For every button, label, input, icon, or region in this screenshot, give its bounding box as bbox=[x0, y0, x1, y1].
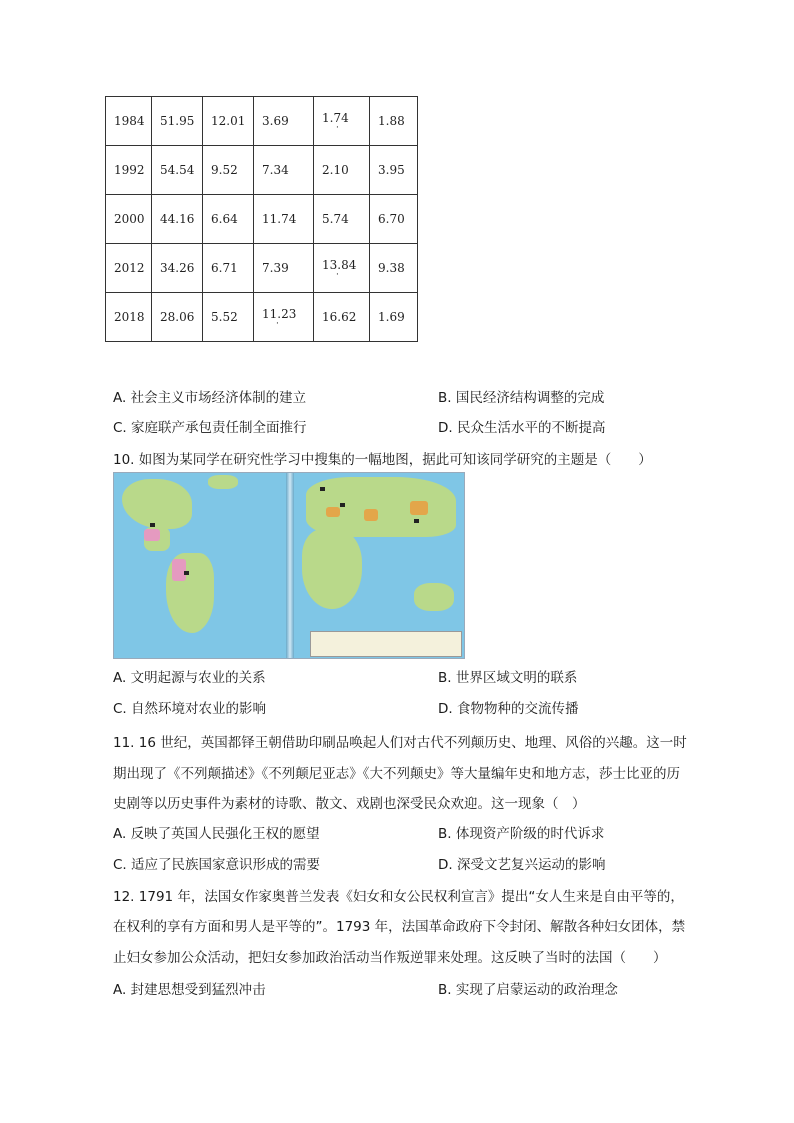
map-animal-icon bbox=[320, 487, 325, 491]
cell-text: 1.74 bbox=[322, 111, 349, 125]
map-africa bbox=[302, 529, 362, 609]
table-cell: 1984 bbox=[106, 97, 152, 146]
table-cell: 12.01 bbox=[203, 97, 254, 146]
table-cell: 7.34 bbox=[254, 146, 314, 195]
cell-dot: · bbox=[276, 319, 279, 329]
table-cell: 6.70 bbox=[370, 195, 418, 244]
q12-stem-line-2: 在权利的享有方面和男人是平等的”。1793 年，法国革命政府下令封闭、解散各种妇女团体，禁 bbox=[113, 919, 686, 935]
q10-option-d: D. 食物物种的交流传播 bbox=[438, 701, 579, 717]
q11-stem-line-1: 11. 16 世纪，英国都铎王朝借助印刷品唤起人们对古代不列颠历史、地理、风俗的兴趣。这一时 bbox=[113, 735, 687, 751]
q10-option-a: A. 文明起源与农业的关系 bbox=[113, 670, 266, 686]
cell-dot: · bbox=[336, 123, 339, 133]
map-animal-icon bbox=[414, 519, 419, 523]
q10-option-c: C. 自然环境对农业的影响 bbox=[113, 701, 267, 717]
table-cell: 9.38 bbox=[370, 244, 418, 293]
q9-option-a: A. 社会主义市场经济体制的建立 bbox=[113, 390, 307, 406]
table-row bbox=[106, 293, 418, 342]
table-cell: 1992 bbox=[106, 146, 152, 195]
q9-option-d: D. 民众生活水平的不断提高 bbox=[438, 420, 606, 436]
q11-option-b: B. 体现资产阶级的时代诉求 bbox=[438, 826, 605, 842]
map-origin-andes bbox=[172, 559, 186, 581]
table-row bbox=[106, 244, 418, 293]
table-cell: 5.74 bbox=[314, 195, 370, 244]
map-legend bbox=[310, 631, 462, 657]
table-cell: 2000 bbox=[106, 195, 152, 244]
q11-stem-line-3: 史剧等以历史事件为素材的诗歌、散文、戏剧也深受民众欢迎。这一现象（ ） bbox=[113, 796, 586, 812]
table-cell: 9.52 bbox=[203, 146, 254, 195]
table-cell: 2012 bbox=[106, 244, 152, 293]
table-cell: 28.06 bbox=[152, 293, 203, 342]
cell-dot: · bbox=[336, 270, 339, 280]
map-australia bbox=[414, 583, 454, 611]
table-row bbox=[106, 195, 418, 244]
q11-stem-line-2: 期出现了《不列颠描述》《不列颠尼亚志》《大不列颠史》等大量编年史和地方志，莎士比亚的历 bbox=[113, 766, 680, 782]
map-animal-icon bbox=[150, 523, 155, 527]
table-cell: 6.71 bbox=[203, 244, 254, 293]
data-table bbox=[105, 96, 418, 342]
table-cell: 1.88 bbox=[370, 97, 418, 146]
map-origin-south-asia bbox=[364, 509, 378, 521]
q11-option-c: C. 适应了民族国家意识形成的需要 bbox=[113, 857, 321, 873]
map-origin-mesoamerica bbox=[144, 529, 160, 541]
table-cell: 16.62 bbox=[314, 293, 370, 342]
q10-stem: 10. 如图为某同学在研究性学习中搜集的一幅地图，据此可知该同学研究的主题是（ ） bbox=[113, 452, 652, 468]
map-animal-icon bbox=[340, 503, 345, 507]
world-map-image bbox=[113, 472, 465, 659]
map-animal-icon bbox=[184, 571, 189, 575]
table-cell bbox=[314, 244, 370, 293]
table-cell: 6.64 bbox=[203, 195, 254, 244]
map-north-america bbox=[122, 479, 192, 529]
map-greenland bbox=[208, 475, 238, 489]
q11-option-d: D. 深受文艺复兴运动的影响 bbox=[438, 857, 606, 873]
q10-option-b: B. 世界区域文明的联系 bbox=[438, 670, 578, 686]
q9-option-c: C. 家庭联产承包责任制全面推行 bbox=[113, 420, 307, 436]
table-row bbox=[106, 97, 418, 146]
map-origin-west-asia bbox=[326, 507, 340, 517]
q12-stem-line-1: 12. 1791 年，法国女作家奥普兰发表《妇女和女公民权利宣言》提出“女人生来是自由平等的， bbox=[113, 889, 684, 905]
map-origin-east-asia bbox=[410, 501, 428, 515]
table-cell bbox=[314, 97, 370, 146]
q12-stem-line-3: 止妇女参加公众活动，把妇女参加政治活动当作叛逆罪来处理。这反映了当时的法国（ ） bbox=[113, 950, 667, 966]
table-cell: 2018 bbox=[106, 293, 152, 342]
table-cell: 3.95 bbox=[370, 146, 418, 195]
table-cell: 2.10 bbox=[314, 146, 370, 195]
table-cell: 7.39 bbox=[254, 244, 314, 293]
cell-text: 13.84 bbox=[322, 258, 357, 272]
map-book-fold bbox=[286, 473, 294, 658]
table-cell: 44.16 bbox=[152, 195, 203, 244]
cell-text: 11.23 bbox=[262, 307, 297, 321]
q12-option-b: B. 实现了启蒙运动的政治理念 bbox=[438, 982, 618, 998]
q9-option-b: B. 国民经济结构调整的完成 bbox=[438, 390, 605, 406]
q12-option-a: A. 封建思想受到猛烈冲击 bbox=[113, 982, 266, 998]
table-cell: 3.69 bbox=[254, 97, 314, 146]
table-cell: 54.54 bbox=[152, 146, 203, 195]
table-row bbox=[106, 146, 418, 195]
table-cell: 34.26 bbox=[152, 244, 203, 293]
table-cell: 51.95 bbox=[152, 97, 203, 146]
table-cell: 5.52 bbox=[203, 293, 254, 342]
q11-option-a: A. 反映了英国人民强化王权的愿望 bbox=[113, 826, 320, 842]
table-cell bbox=[254, 293, 314, 342]
table-cell: 11.74 bbox=[254, 195, 314, 244]
table-cell: 1.69 bbox=[370, 293, 418, 342]
